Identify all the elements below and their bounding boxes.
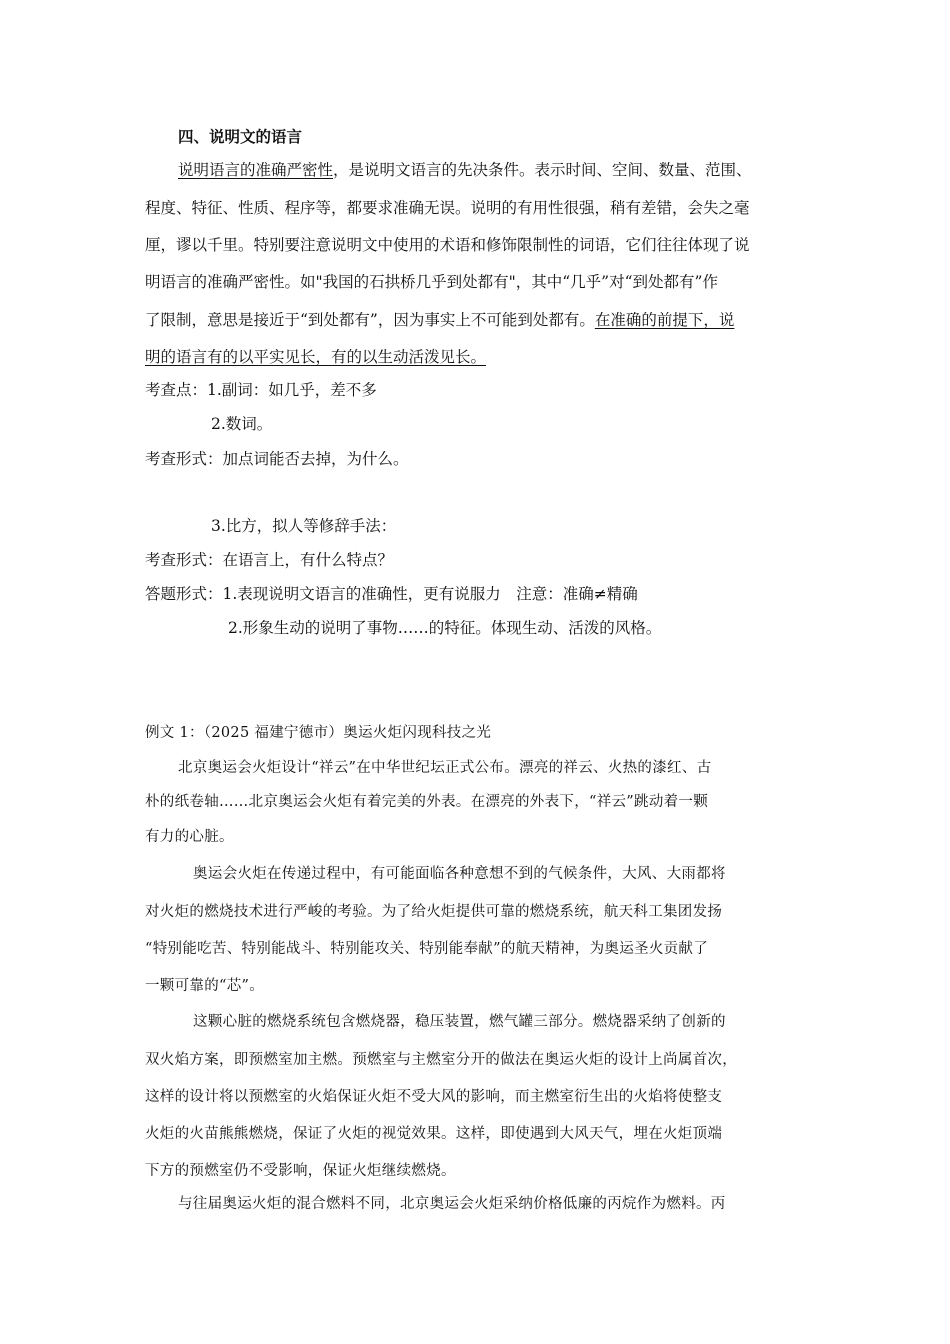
- text-run: ，是说明文语言的先决条件。表示时间、空间、数量、范围、: [333, 161, 752, 179]
- exam-form-label: 考查形式：在语言上，有什么特点？: [145, 551, 394, 569]
- example-line: 对火炬的燃烧技术进行严峻的考验。为了给火炬提供可靠的燃烧系统，航天科工集团发扬: [145, 904, 723, 920]
- paragraph-line: 明语言的准确严密性。如"我国的石拱桥几乎到处都有"，其中“几乎”对“到处都有”作: [145, 273, 718, 291]
- exam-form-label: 考查形式：加点词能否去掉，为什么。: [145, 450, 409, 468]
- answer-form-label: 答题形式：1.表现说明文语言的准确性，更有说服力 注意：准确≠精确: [145, 585, 638, 603]
- example-line: 下方的预燃室仍不受影响，保证火炬继续燃烧。: [145, 1163, 456, 1179]
- example-line: 这样的设计将以预燃室的火焰保证火炬不受大风的影响，而主燃室衍生出的火焰将使整支: [145, 1089, 723, 1105]
- paragraph-line: 厘，谬以千里。特别要注意说明文中使用的术语和修饰限制性的词语，它们往往体现了说: [145, 236, 750, 254]
- example-line: 一颗可靠的“芯”。: [145, 978, 265, 994]
- paragraph-line: 程度、特征、性质、程序等，都要求准确无误。说明的有用性很强，稍有差错，会失之毫: [145, 199, 750, 217]
- section-heading: 四、说明文的语言: [178, 127, 303, 146]
- exam-point-label: 考查点：1.副词：如几乎，差不多: [145, 381, 377, 399]
- paragraph-line: [178, 160, 752, 180]
- example-line: 火炬的火苗熊熊燃烧，保证了火炬的视觉效果。这样，即使遇到大风天气，埋在火炬顶端: [145, 1126, 723, 1142]
- example-line: 双火焰方案，即预燃室加主燃。预燃室与主燃室分开的做法在奥运火炬的设计上尚属首次，: [145, 1052, 737, 1068]
- example-line: 这颗心脏的燃烧系统包含燃烧器，稳压装置，燃气罐三部分。燃烧器采纳了创新的: [193, 1014, 726, 1030]
- example-line: 与往届奥运火炬的混合燃料不同，北京奥运会火炬采纳价格低廉的丙烷作为燃料。丙: [178, 1196, 726, 1212]
- exam-point-item: 3.比方，拟人等修辞手法：: [211, 517, 397, 535]
- example-line: 奥运会火炬在传递过程中，有可能面临各种意想不到的气候条件，大风、大雨都将: [193, 866, 726, 882]
- text-run: 了限制，意思是接近于“到处都有”，因为事实上不可能到处都有。: [145, 311, 595, 329]
- answer-form-item: 2.形象生动的说明了事物……的特征。体现生动、活泼的风格。: [228, 619, 662, 637]
- example-title: 例文 1：（2025 福建宁德市）奥运火炬闪现科技之光: [145, 725, 492, 741]
- example-line: 有力的心脏。: [145, 829, 234, 845]
- example-line: 朴的纸卷轴……北京奥运会火炬有着完美的外表。在漂亮的外表下，“祥云”跳动着一颗: [145, 794, 709, 810]
- underlined-phrase: 在准确的前提下，说: [594, 311, 735, 329]
- exam-point-item: 2.数词。: [211, 415, 273, 433]
- underlined-phrase: 说明语言的准确严密性: [178, 161, 334, 179]
- paragraph-line: [145, 310, 734, 330]
- example-line: “特别能吃苦、特别能战斗、特别能攻关、特别能奉献”的航天精神，为奥运圣火贡献了: [145, 941, 709, 957]
- paragraph-line: 明的语言有的以平实见长，有的以生动活泼见长。: [145, 348, 487, 366]
- example-line: 北京奥运会火炬设计“祥云”在中华世纪坛正式公布。漂亮的祥云、火热的漆红、古: [178, 760, 712, 776]
